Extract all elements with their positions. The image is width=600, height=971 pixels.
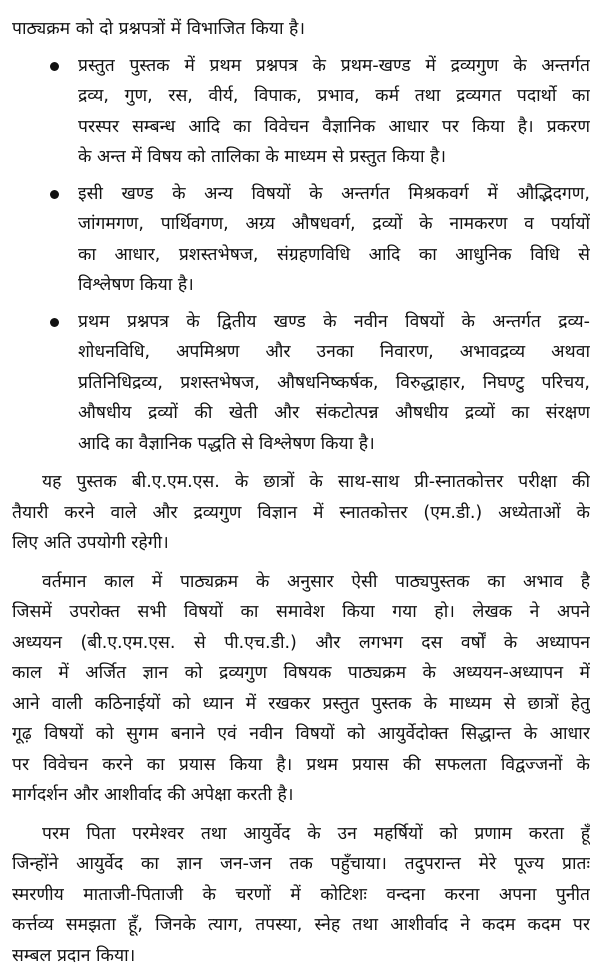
bullet-1-line: परस्पर सम्बन्ध आदि का विवेचन वैज्ञानिक आधार पर किया है। प्रकरण: [78, 112, 590, 143]
bullet-3-line: औषधीय द्रव्यों की खेती और संकटोत्पन्न औषधीय द्रव्यों का संरक्षण: [78, 398, 590, 429]
paragraph-2-line: पर विवेचन करने का प्रयास किया है। प्रथम प्रयास की सफलता विद्वज्जनों के: [12, 750, 590, 781]
bullet-item-1: [12, 51, 590, 173]
paragraph-2-line: अध्ययन (बी.ए.एम.एस. से पी.एच.डी.) और लगभग दस वर्षों के अध्यापन: [12, 628, 590, 659]
bullet-3-line: प्रथम प्रश्नपत्र के द्वितीय खण्ड के नवीन विषयों के अन्तर्गत द्रव्य-: [78, 307, 590, 338]
paragraph-2-line: काल में अर्जित ज्ञान को द्रव्यगुण विषयक पाठ्यक्रम के अध्ययन-अध्यापन में: [12, 658, 590, 689]
paragraph-1-line: यह पुस्तक बी.ए.एम.एस. के छात्रों के साथ-साथ प्री-स्नातकोत्तर परीक्षा की: [12, 467, 590, 498]
paragraph-2-line: वर्तमान काल में पाठ्यक्रम के अनुसार ऐसी पाठ्यपुस्तक का अभाव है: [12, 567, 590, 598]
paragraph-2-line: मार्गदर्शन और आशीर्वाद की अपेक्षा करती है।: [12, 780, 590, 811]
bullet-1-line: प्रस्तुत पुस्तक में प्रथम प्रश्नपत्र के प्रथम-खण्ड में द्रव्यगुण के अन्तर्गत: [78, 51, 590, 82]
paragraph-3-line: परम पिता परमेश्वर तथा आयुर्वेद के उन महर्षियों को प्रणाम करता हूँ: [12, 819, 590, 850]
bullet-2-line: का आधार, प्रशस्तभेषज, संग्रहणविधि आदि का आधुनिक विधि से: [78, 240, 590, 271]
intro-line: पाठ्यक्रम को दो प्रश्नपत्रों में विभाजित किया है।: [12, 14, 590, 45]
bullet-3-line: शोधनविधि, अपमिश्रण और उनका निवारण, अभावद्रव्य अथवा: [78, 337, 590, 368]
bullet-2-line: विश्लेषण किया है।: [78, 270, 590, 301]
paragraph-1-line: लिए अति उपयोगी रहेगी।: [12, 528, 590, 559]
paragraph-3-line: सम्बल प्रदान किया।: [12, 941, 590, 971]
bullet-3-line: आदि का वैज्ञानिक पद्धति से विश्लेषण किया है।: [78, 429, 590, 460]
bullet-dot-icon: [50, 190, 59, 199]
paragraph-2: [12, 567, 590, 811]
paragraph-2-line: जिसमें उपरोक्त सभी विषयों का समावेश किया गया हो। लेखक ने अपने: [12, 597, 590, 628]
paragraph-3-line: कर्त्तव्य समझता हूँ, जिनके त्याग, तपस्या, स्नेह तथा आशीर्वाद ने कदम कदम पर: [12, 910, 590, 941]
paragraph-3-line: जिन्होंने आयुर्वेद का ज्ञान जन-जन तक पहुँचाया। तदुपरान्त मेरे पूज्य प्रातः: [12, 849, 590, 880]
paragraph-1: [12, 467, 590, 559]
bullet-dot-icon: [50, 318, 59, 327]
paragraph-2-line: गूढ़ विषयों को सुगम बनाने एवं नवीन विषयों को आयुर्वेदोक्त सिद्धान्त के आधार: [12, 719, 590, 750]
bullet-dot-icon: [50, 62, 59, 71]
bullet-item-2: [12, 179, 590, 301]
bullet-item-3: [12, 307, 590, 460]
bullet-1-line: के अन्त में विषय को तालिका के माध्यम से प्रस्तुत किया है।: [78, 142, 590, 173]
paragraph-3: [12, 819, 590, 971]
bullet-2-line: इसी खण्ड के अन्य विषयों के अन्तर्गत मिश्रकवर्ग में औद्भिदगण,: [78, 179, 590, 210]
bullet-3-line: प्रतिनिधिद्रव्य, प्रशस्तभेषज, औषधनिष्कर्षक, विरुद्धाहार, निघण्टु परिचय,: [78, 368, 590, 399]
paragraph-2-line: आने वाली कठिनाईयों को ध्यान में रखकर प्रस्तुत पुस्तक के माध्यम से छात्रों हेतु: [12, 689, 590, 720]
bullet-2-line: जांगमगण, पार्थिवगण, अग्र्य औषधवर्ग, द्रव्यों के नामकरण व पर्यायों: [78, 209, 590, 240]
paragraph-1-line: तैयारी करने वाले और द्रव्यगुण विज्ञान में स्नातकोत्तर (एम.डी.) अध्येताओं के: [12, 498, 590, 529]
bullet-1-line: द्रव्य, गुण, रस, वीर्य, विपाक, प्रभाव, कर्म तथा द्रव्यगत पदार्थो का: [78, 81, 590, 112]
paragraph-3-line: स्मरणीय माताजी-पिताजी के चरणों में कोटिशः वन्दना करना अपना पुनीत: [12, 880, 590, 911]
